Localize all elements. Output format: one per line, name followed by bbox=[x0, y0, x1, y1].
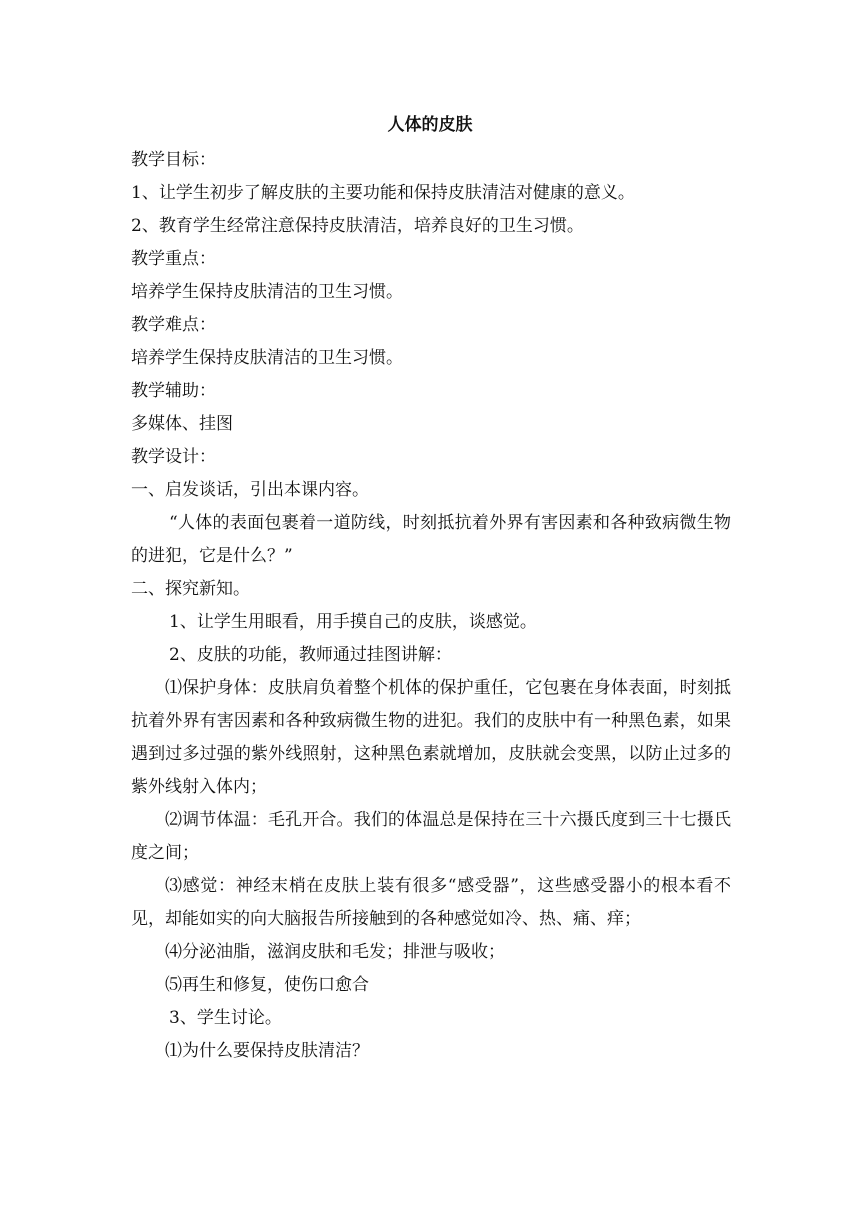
key-points-text: 培养学生保持皮肤清洁的卫生习惯。 bbox=[131, 282, 403, 302]
function-sensation: ⑶感觉：神经末梢在皮肤上装有很多“感受器”，这些感受器小的根本看不见，却能如实的向大脑报告所接触到的各种感觉如冷、热、痛、痒； bbox=[131, 876, 731, 929]
document-body bbox=[131, 144, 731, 1068]
section-one-quote: “人体的表面包裹着一道防线，时刻抵抗着外界有害因素和各种致病微生物的进犯，它是什么？” bbox=[131, 513, 731, 566]
section-two-heading: 二、探究新知。 bbox=[131, 579, 250, 599]
step-1: 1、让学生用眼看，用手摸自己的皮肤，谈感觉。 bbox=[169, 612, 537, 632]
aids-text: 多媒体、挂图 bbox=[131, 414, 233, 434]
section-one-heading: 一、启发谈话，引出本课内容。 bbox=[131, 480, 369, 500]
step-3: 3、学生讨论。 bbox=[169, 1008, 282, 1028]
function-regeneration: ⑸再生和修复，使伤口愈合 bbox=[165, 975, 369, 995]
function-temperature: ⑵调节体温：毛孔开合。我们的体温总是保持在三十六摄氏度到三十七摄氏度之间； bbox=[131, 810, 731, 863]
heading-key-points: 教学重点： bbox=[131, 249, 216, 269]
discussion-question-1: ⑴为什么要保持皮肤清洁？ bbox=[165, 1041, 369, 1061]
step-2: 2、皮肤的功能，教师通过挂图讲解： bbox=[169, 645, 452, 665]
objective-2: 2、教育学生经常注意保持皮肤清洁，培养良好的卫生习惯。 bbox=[131, 216, 584, 236]
heading-design: 教学设计： bbox=[131, 447, 216, 467]
heading-objectives: 教学目标： bbox=[131, 150, 216, 170]
difficulties-text: 培养学生保持皮肤清洁的卫生习惯。 bbox=[131, 348, 403, 368]
document-title: 人体的皮肤 bbox=[387, 115, 473, 135]
heading-aids: 教学辅助： bbox=[131, 381, 216, 401]
function-protect: ⑴保护身体：皮肤肩负着整个机体的保护重任，它包裹在身体表面，时刻抵抗着外界有害因素和各种致病微生物的进犯。我们的皮肤中有一种黑色素，如果遇到过多过强的紫外线照射，这种黑色素就增加，皮肤就会变黑，以防止过多的紫外线射入体内； bbox=[131, 678, 731, 797]
objective-1: 1、让学生初步了解皮肤的主要功能和保持皮肤清洁对健康的意义。 bbox=[131, 183, 635, 203]
heading-difficulties: 教学难点： bbox=[131, 315, 216, 335]
function-secretion: ⑷分泌油脂，滋润皮肤和毛发；排泄与吸收； bbox=[165, 942, 505, 962]
